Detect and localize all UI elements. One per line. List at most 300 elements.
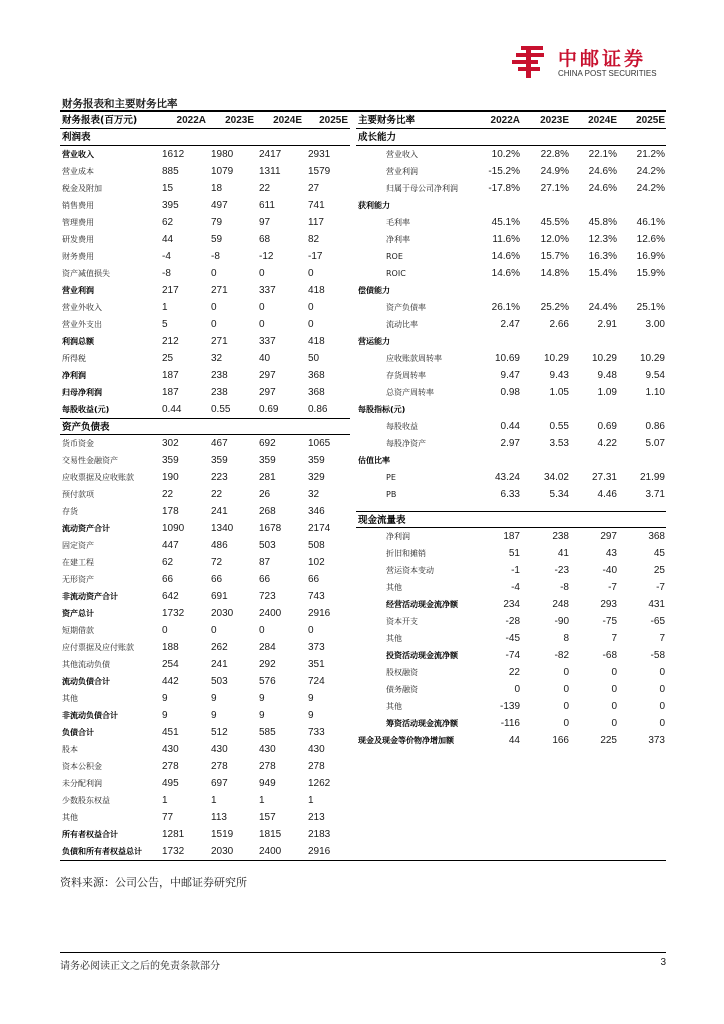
cell-value: 2.91 (597, 319, 617, 330)
cell-value: 0 (259, 302, 265, 313)
table-row (60, 605, 350, 622)
table-row (356, 299, 666, 316)
cell-value: 9 (259, 693, 265, 704)
cell-value: 4.22 (597, 438, 617, 449)
table-row (356, 698, 666, 715)
cell-value: 188 (162, 642, 179, 653)
cell-value: 62 (162, 217, 174, 228)
cell-value: 431 (648, 599, 665, 610)
cell-value: 24.6% (588, 183, 617, 194)
row-label: 营业利润 (386, 167, 418, 176)
cell-value: 368 (308, 387, 325, 398)
cell-value: 45 (653, 548, 665, 559)
cell-value: 2400 (259, 846, 282, 857)
table-row (356, 248, 666, 265)
row-label: 税金及附加 (62, 184, 102, 193)
cell-value: 278 (211, 761, 228, 772)
cell-value: 1.10 (645, 387, 665, 398)
row-label: 短期借款 (62, 626, 94, 635)
row-label: 资本开支 (386, 617, 418, 626)
cell-value: 0 (211, 268, 217, 279)
row-label: 其他流动负债 (62, 660, 110, 669)
cell-value: 21.99 (639, 472, 665, 483)
cell-value: 430 (259, 744, 276, 755)
cell-value: 268 (259, 506, 276, 517)
table-section-row (356, 511, 666, 528)
table-row (60, 622, 350, 639)
cell-value: 2.97 (500, 438, 520, 449)
row-label: 每股净资产 (386, 439, 426, 448)
row-label: 归母净利润 (62, 388, 102, 397)
table-group-row (356, 452, 666, 469)
cell-value: 368 (648, 531, 665, 542)
cell-value: 0.98 (500, 387, 520, 398)
cell-value: 723 (259, 591, 276, 602)
cell-value: 512 (211, 727, 228, 738)
cell-value: 0.86 (308, 404, 328, 415)
row-label: 股权融资 (386, 668, 418, 677)
cell-value: 87 (259, 557, 271, 568)
row-label: 营业外收入 (62, 303, 102, 312)
cell-value: -116 (500, 718, 520, 729)
cell-value: 45.5% (540, 217, 569, 228)
cell-value: 0 (211, 319, 217, 330)
cell-value: 2.47 (500, 319, 520, 330)
table-row (60, 163, 350, 180)
cell-value: 50 (308, 353, 320, 364)
cell-value: 62 (162, 557, 174, 568)
cell-value: 24.6% (588, 166, 617, 177)
page-number: 3 (660, 957, 666, 968)
cell-value: 238 (552, 531, 569, 542)
row-label: 筹资活动现金流净额 (386, 719, 458, 728)
table-row (356, 435, 666, 452)
cell-value: -8 (162, 268, 171, 279)
cell-value: 217 (162, 285, 179, 296)
cell-value: 885 (162, 166, 179, 177)
table-header-row (60, 112, 350, 129)
table-group-row (356, 333, 666, 350)
row-label: 折旧和摊销 (386, 549, 426, 558)
cell-value: 2030 (211, 846, 234, 857)
cell-value: 0 (611, 667, 617, 678)
cell-value: 166 (552, 735, 569, 746)
cell-value: 337 (259, 285, 276, 296)
row-label: 其他 (386, 702, 402, 711)
cell-value: 0 (563, 684, 569, 695)
row-label: 资产负债率 (386, 303, 426, 312)
cell-value: 72 (211, 557, 223, 568)
row-label: 营业利润 (62, 286, 94, 295)
cell-value: 486 (211, 540, 228, 551)
year-header: 2022A (176, 115, 206, 126)
cell-value: 9 (211, 710, 217, 721)
cell-value: 692 (259, 438, 276, 449)
cell-value: 15.9% (636, 268, 665, 279)
cell-value: 278 (162, 761, 179, 772)
cell-value: 1311 (259, 166, 281, 177)
cell-value: 22.8% (540, 149, 569, 160)
cell-value: 2.66 (549, 319, 569, 330)
cell-value: 642 (162, 591, 179, 602)
brand-name-cn: 中邮证券 (558, 48, 647, 70)
cell-value: 16.9% (636, 251, 665, 262)
cell-value: 40 (259, 353, 271, 364)
cell-value: 9 (211, 693, 217, 704)
cell-value: 1 (259, 795, 265, 806)
cell-value: 241 (211, 659, 228, 670)
row-label: 交易性金融资产 (62, 456, 118, 465)
cell-value: 0.86 (645, 421, 665, 432)
table-row (356, 350, 666, 367)
row-label: 利润总额 (62, 337, 94, 346)
cell-value: 59 (211, 234, 223, 245)
cell-value: 24.9% (540, 166, 569, 177)
row-label: 负债合计 (62, 728, 94, 737)
cell-value: -8 (560, 582, 569, 593)
cell-value: 447 (162, 540, 179, 551)
cell-value: -65 (650, 616, 665, 627)
cell-value: 949 (259, 778, 276, 789)
cell-value: 241 (211, 506, 228, 517)
cell-value: 16.3% (588, 251, 617, 262)
cell-value: 238 (211, 370, 228, 381)
table-row (60, 333, 350, 350)
cell-value: 212 (162, 336, 179, 347)
row-label: 每股收益 (386, 422, 418, 431)
table-row (60, 656, 350, 673)
cell-value: 467 (211, 438, 228, 449)
cell-value: 46.1% (636, 217, 665, 228)
cell-value: 5.07 (645, 438, 665, 449)
source-note: 资料来源：公司公告，中邮证券研究所 (60, 876, 247, 889)
cell-value: 187 (162, 387, 179, 398)
cell-value: 66 (259, 574, 271, 585)
row-label: 资本公积金 (62, 762, 102, 771)
cell-value: -7 (608, 582, 617, 593)
cell-value: 10.69 (494, 353, 520, 364)
cell-value: 66 (308, 574, 320, 585)
cell-value: 585 (259, 727, 276, 738)
cell-value: 14.6% (491, 268, 520, 279)
cell-value: 373 (308, 642, 325, 653)
cell-value: 9 (162, 710, 168, 721)
row-label: 固定资产 (62, 541, 94, 550)
cell-value: 302 (162, 438, 179, 449)
table-row (60, 367, 350, 384)
cell-value: 178 (162, 506, 179, 517)
cell-value: 9 (162, 693, 168, 704)
row-label: 少数股东权益 (62, 796, 110, 805)
cell-value: 1678 (259, 523, 282, 534)
table-row (60, 571, 350, 588)
cell-value: -82 (554, 650, 569, 661)
row-label: 存货 (62, 507, 78, 516)
cell-value: 1732 (162, 846, 185, 857)
row-label: 销售费用 (62, 201, 94, 210)
brand-logo (512, 44, 672, 82)
cell-value: 0.44 (162, 404, 182, 415)
cell-value: 2174 (308, 523, 331, 534)
cell-value: 329 (308, 472, 325, 483)
cell-value: 102 (308, 557, 325, 568)
cell-value: 418 (308, 285, 325, 296)
row-label: 营业收入 (386, 150, 418, 159)
cell-value: 0 (659, 718, 665, 729)
cell-value: 0 (659, 701, 665, 712)
cell-value: 190 (162, 472, 179, 483)
cell-value: -74 (505, 650, 520, 661)
cell-value: 10.29 (543, 353, 569, 364)
row-label: 净利润 (62, 371, 86, 380)
cell-value: 6.33 (500, 489, 520, 500)
table-row (60, 452, 350, 469)
cell-value: 34.02 (543, 472, 569, 483)
table-row (356, 579, 666, 596)
year-header: 2024E (588, 115, 617, 126)
cell-value: 238 (211, 387, 228, 398)
cell-value: 1.09 (597, 387, 617, 398)
table-row (356, 418, 666, 435)
row-label: 现金及现金等价物净增加额 (358, 736, 454, 745)
cell-value: 157 (259, 812, 276, 823)
year-header: 2023E (225, 115, 254, 126)
cell-value: 24.2% (636, 166, 665, 177)
cell-value: 0 (308, 319, 314, 330)
cell-value: -15.2% (488, 166, 520, 177)
row-label: 营业成本 (62, 167, 94, 176)
cell-value: 430 (211, 744, 228, 755)
table-row (60, 197, 350, 214)
table-row (60, 673, 350, 690)
cell-value: 0 (162, 625, 168, 636)
table-row (60, 384, 350, 401)
cell-value: 25.1% (636, 302, 665, 313)
row-label: 所有者权益合计 (62, 830, 118, 839)
table-row (60, 231, 350, 248)
row-label: 毛利率 (386, 218, 410, 227)
cell-value: 97 (259, 217, 271, 228)
cell-value: 22 (508, 667, 520, 678)
cell-value: 234 (503, 599, 520, 610)
cell-value: 0.69 (259, 404, 279, 415)
table-row (60, 214, 350, 231)
cell-value: 292 (259, 659, 276, 670)
cell-value: 21.2% (636, 149, 665, 160)
cell-value: 2417 (259, 149, 282, 160)
cell-value: 9 (308, 693, 314, 704)
row-label: 研发费用 (62, 235, 94, 244)
table-row (60, 537, 350, 554)
row-label: 财务费用 (62, 252, 94, 261)
table-header-label: 主要财务比率 (358, 115, 416, 126)
cell-value: 1612 (162, 149, 185, 160)
cell-value: 213 (308, 812, 325, 823)
table-row (356, 367, 666, 384)
row-label: 净利率 (386, 235, 410, 244)
cell-value: -7 (656, 582, 665, 593)
row-label: 在建工程 (62, 558, 94, 567)
cell-value: -68 (602, 650, 617, 661)
cell-value: 0 (259, 268, 265, 279)
cell-value: 7 (611, 633, 617, 644)
cell-value: 2183 (308, 829, 331, 840)
cell-value: 0 (659, 684, 665, 695)
table-group-row (356, 401, 666, 418)
row-label: 未分配利润 (62, 779, 102, 788)
row-label: 净利润 (386, 532, 410, 541)
cell-value: 26 (259, 489, 271, 500)
cell-value: 44 (162, 234, 174, 245)
row-label: 流动资产合计 (62, 524, 110, 533)
cell-value: 278 (259, 761, 276, 772)
cell-value: 297 (600, 531, 617, 542)
cell-value: -139 (499, 701, 520, 712)
cell-value: 395 (162, 200, 179, 211)
table-row (60, 265, 350, 282)
group-label: 获利能力 (358, 201, 390, 210)
year-header: 2025E (636, 115, 665, 126)
cell-value: 18 (211, 183, 223, 194)
cell-value: 25 (162, 353, 174, 364)
cell-value: 284 (259, 642, 276, 653)
cell-value: 14.8% (540, 268, 569, 279)
cell-value: 0 (611, 684, 617, 695)
table-row (60, 792, 350, 809)
cell-value: 14.6% (491, 251, 520, 262)
section-label: 利润表 (62, 132, 91, 143)
cell-value: 1519 (211, 829, 234, 840)
cell-value: 68 (259, 234, 271, 245)
cell-value: 497 (211, 200, 228, 211)
cell-value: 503 (211, 676, 228, 687)
cell-value: 508 (308, 540, 325, 551)
cell-value: 611 (259, 200, 275, 211)
cell-value: 25.2% (540, 302, 569, 313)
row-label: 存货周转率 (386, 371, 426, 380)
row-label: 应收账款周转率 (386, 354, 442, 363)
cell-value: 0 (259, 319, 265, 330)
cell-value: 79 (211, 217, 223, 228)
cell-value: 9 (259, 710, 265, 721)
row-label: ROIC (386, 269, 406, 278)
row-label: 货币资金 (62, 439, 94, 448)
cell-value: -4 (511, 582, 520, 593)
cell-value: 1262 (308, 778, 331, 789)
year-header: 2023E (540, 115, 569, 126)
row-label: 应付票据及应付账款 (62, 643, 134, 652)
table-row (356, 715, 666, 732)
cell-value: 346 (308, 506, 325, 517)
table-row (356, 146, 666, 163)
cell-value: 1065 (308, 438, 331, 449)
brand-name-en: CHINA POST SECURITIES (558, 69, 657, 78)
row-label: 非流动负债合计 (62, 711, 118, 720)
cell-value: -58 (650, 650, 665, 661)
cell-value: 1579 (308, 166, 331, 177)
cell-value: -4 (162, 251, 171, 262)
cell-value: 0.55 (549, 421, 569, 432)
table-row (60, 248, 350, 265)
cell-value: 271 (211, 336, 228, 347)
cell-value: 32 (211, 353, 223, 364)
cell-value: -1 (511, 565, 520, 576)
table-row (356, 214, 666, 231)
table-row (356, 384, 666, 401)
cell-value: 297 (259, 387, 276, 398)
cell-value: 743 (308, 591, 325, 602)
cell-value: 1 (308, 795, 314, 806)
cell-value: 187 (162, 370, 179, 381)
row-label: 管理费用 (62, 218, 94, 227)
row-label: 资产减值损失 (62, 269, 110, 278)
cell-value: 1980 (211, 149, 234, 160)
row-label: 经营活动现金流净额 (386, 600, 458, 609)
cell-value: 0.44 (500, 421, 520, 432)
row-label: ROE (386, 252, 403, 261)
cell-value: 32 (308, 489, 320, 500)
cell-value: 10.2% (491, 149, 520, 160)
china-post-logo-icon (512, 44, 548, 80)
cell-value: 223 (211, 472, 228, 483)
table-row (356, 528, 666, 545)
row-label: PE (386, 473, 396, 482)
cell-value: 0 (211, 302, 217, 313)
cell-value: 27 (308, 183, 320, 194)
cell-value: 10.29 (639, 353, 665, 364)
cell-value: 0 (563, 667, 569, 678)
cell-value: 724 (308, 676, 325, 687)
cell-value: -90 (554, 616, 569, 627)
table-row (60, 588, 350, 605)
cell-value: 26.1% (491, 302, 520, 313)
cell-value: 11.6% (492, 234, 520, 245)
cell-value: 3.53 (549, 438, 569, 449)
cell-value: 1815 (259, 829, 282, 840)
cell-value: 9.48 (597, 370, 617, 381)
cell-value: 5 (162, 319, 168, 330)
cell-value: 43 (605, 548, 617, 559)
table-row (60, 469, 350, 486)
table-row (356, 469, 666, 486)
cell-value: 1090 (162, 523, 185, 534)
cell-value: 15.4% (588, 268, 617, 279)
cell-value: 733 (308, 727, 325, 738)
cell-value: 1079 (211, 166, 234, 177)
row-label: 营业收入 (62, 150, 94, 159)
cell-value: 9 (308, 710, 314, 721)
cell-value: 262 (211, 642, 228, 653)
table-row (356, 562, 666, 579)
footer-divider (60, 952, 666, 953)
table-bottom-divider (60, 860, 666, 861)
section-title: 财务报表和主要财务比率 (62, 98, 178, 110)
section-label: 资产负债表 (62, 422, 110, 433)
cell-value: 0 (659, 667, 665, 678)
cell-value: 12.3% (588, 234, 617, 245)
table-row (356, 545, 666, 562)
cell-value: 9.54 (645, 370, 665, 381)
cell-value: 15 (162, 183, 174, 194)
cell-value: 12.6% (636, 234, 665, 245)
table-row (356, 316, 666, 333)
group-label: 每股指标(元) (358, 405, 406, 414)
cell-value: 0 (611, 701, 617, 712)
cell-value: 77 (162, 812, 174, 823)
table-row (356, 486, 666, 503)
row-label: 其他 (62, 694, 78, 703)
table-section-row (60, 129, 350, 146)
